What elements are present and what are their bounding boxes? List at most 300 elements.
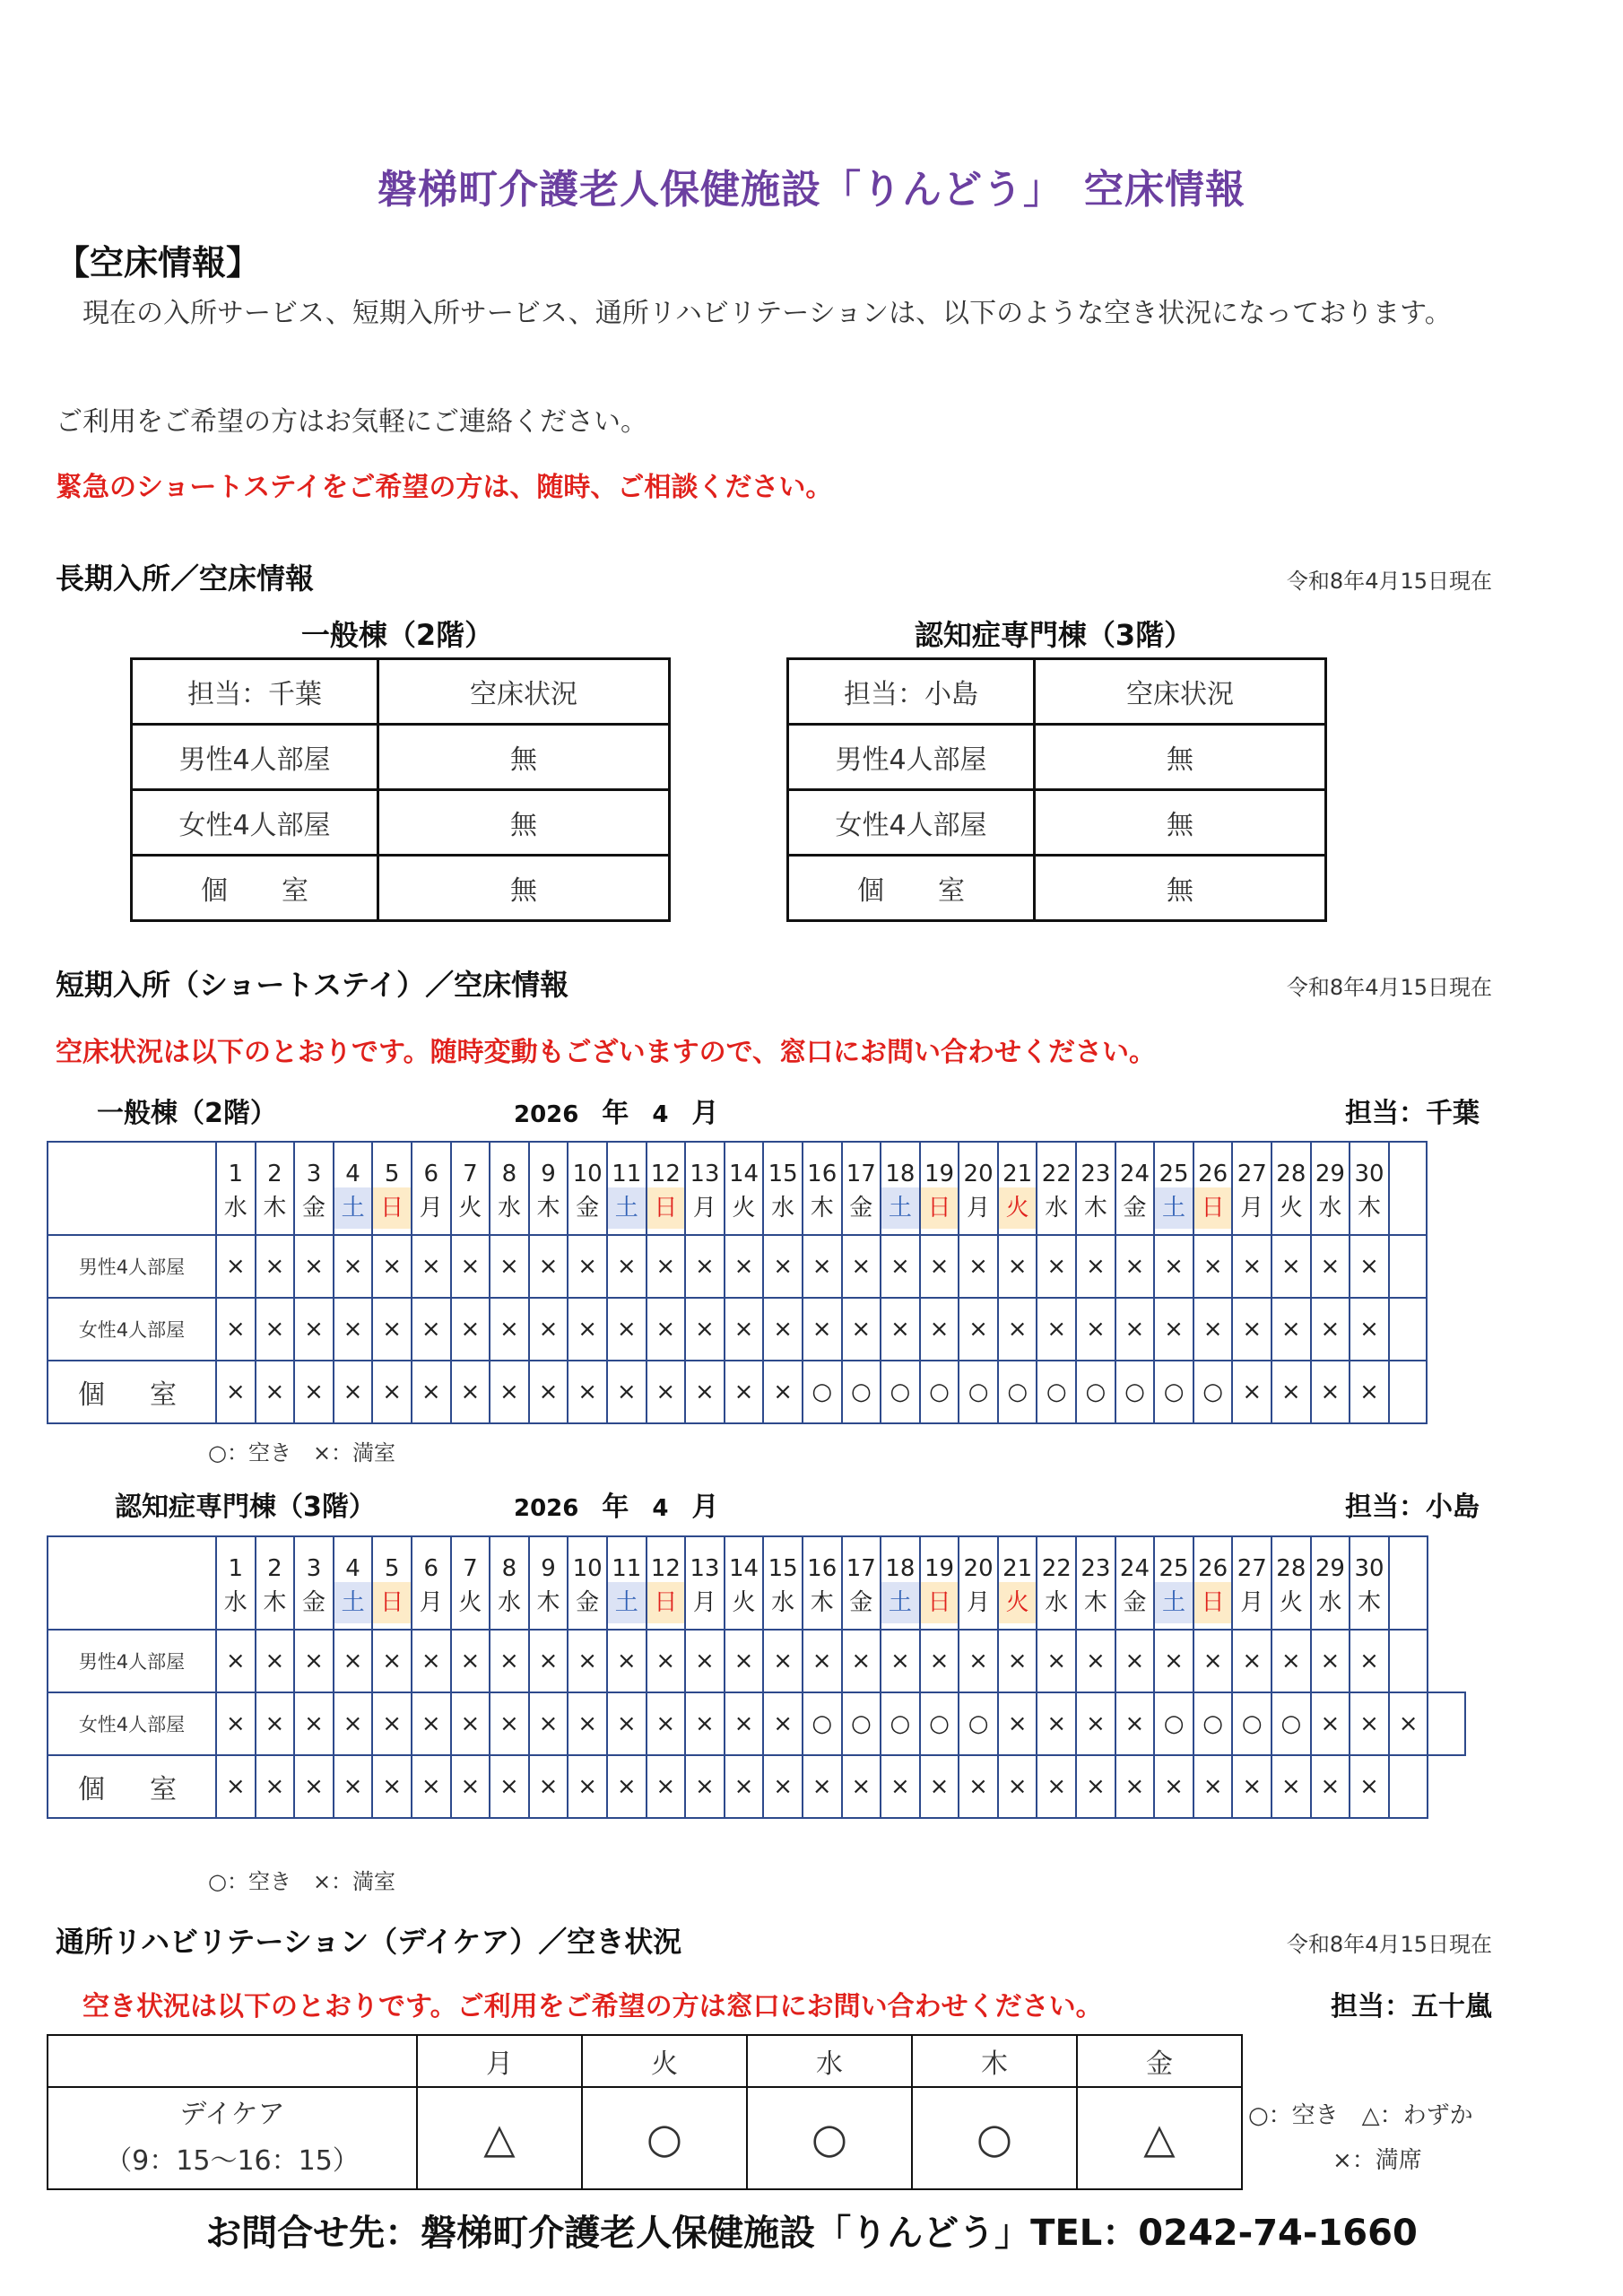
weekday-cell	[1154, 1582, 1193, 1630]
day-number: 13	[685, 1536, 725, 1582]
long-term-as-of: 令和8年4月15日現在	[1286, 569, 1492, 594]
weekday-cell	[1350, 1582, 1389, 1630]
availability-mark: ×	[803, 1235, 842, 1298]
room-type-label: 男性4人部屋	[48, 1630, 216, 1692]
day-number: 3	[294, 1536, 334, 1582]
availability-mark: ×	[216, 1692, 256, 1755]
day-number: 29	[1311, 1536, 1350, 1582]
availability-mark: ×	[998, 1298, 1037, 1361]
availability-mark: ×	[1311, 1361, 1350, 1423]
weekday-label: 金	[1123, 1589, 1147, 1616]
availability-mark: ×	[372, 1298, 412, 1361]
cal-1-staff: 担当：千葉	[1345, 1098, 1480, 1129]
weekday-cell	[1154, 1187, 1193, 1235]
weekday-cell	[568, 1582, 607, 1630]
long-term-heading: 長期入所／空床情報	[56, 561, 315, 596]
day-number: 10	[568, 1536, 607, 1582]
availability-mark: ×	[568, 1361, 607, 1423]
weekday-label: 水	[497, 1589, 521, 1616]
availability-mark: ×	[1037, 1755, 1076, 1818]
availability-mark: ×	[451, 1692, 490, 1755]
cal-2-staff: 担当：小島	[1345, 1492, 1480, 1523]
availability-mark: ×	[568, 1755, 607, 1818]
availability-mark: ×	[372, 1235, 412, 1298]
availability-mark: ○	[959, 1361, 998, 1423]
day-number: 6	[412, 1142, 451, 1187]
day-number: 16	[803, 1142, 842, 1187]
availability-mark: ×	[685, 1692, 725, 1755]
availability-mark: ○	[803, 1692, 842, 1755]
availability-mark: ×	[763, 1630, 803, 1692]
weekday-label: 水	[497, 1195, 521, 1222]
availability-mark: ×	[490, 1361, 529, 1423]
availability-mark: ×	[725, 1692, 764, 1755]
cal-2-month-unit: 月	[691, 1492, 719, 1523]
availability-mark: ×	[1193, 1298, 1233, 1361]
weekday-cell	[412, 1582, 451, 1630]
availability-mark: ×	[1311, 1298, 1350, 1361]
cal-1-month-unit: 月	[691, 1098, 719, 1129]
availability-mark: ×	[920, 1298, 959, 1361]
availability-mark: ×	[412, 1361, 451, 1423]
weekday-label: 木	[536, 1195, 560, 1222]
day-number: 30	[1350, 1536, 1389, 1582]
daycare-as-of: 令和8年4月15日現在	[1286, 1932, 1492, 1957]
day-number: 29	[1311, 1142, 1350, 1187]
availability-mark: ×	[1154, 1755, 1193, 1818]
availability-mark: ×	[1232, 1298, 1271, 1361]
ward-2-title: 認知症専門棟（3階）	[914, 618, 1193, 652]
availability-mark: ×	[1115, 1235, 1155, 1298]
weekday-cell	[1271, 1187, 1311, 1235]
availability-mark: ○	[881, 1361, 920, 1423]
urgent-note: 緊急のショートステイをご希望の方は、随時、ご相談ください。	[56, 472, 833, 503]
daycare-service-cell	[48, 2087, 417, 2189]
availability-mark: ×	[216, 1630, 256, 1692]
weekday-cell	[1076, 1187, 1115, 1235]
daycare-staff: 担当：五十嵐	[1331, 1991, 1492, 2022]
weekday-cell	[685, 1187, 725, 1235]
availability-mark: ×	[607, 1361, 647, 1423]
availability-mark: ×	[1350, 1755, 1389, 1818]
daycare-mark: ○	[747, 2087, 912, 2189]
weekday-cell	[881, 1582, 920, 1630]
availability-mark: ×	[647, 1235, 686, 1298]
day-number: 8	[490, 1142, 529, 1187]
weekday-label: 金	[301, 1589, 325, 1616]
availability-mark: ×	[529, 1235, 568, 1298]
availability-mark: ×	[256, 1692, 295, 1755]
availability-mark: ×	[763, 1361, 803, 1423]
day-number: 6	[412, 1536, 451, 1582]
availability-mark: ×	[216, 1235, 256, 1298]
availability-mark: ×	[881, 1235, 920, 1298]
weekday-cell	[607, 1582, 647, 1630]
room-label: 個 室	[788, 856, 1035, 921]
availability-mark: ×	[529, 1755, 568, 1818]
cal-spare-cell	[1428, 1692, 1465, 1755]
weekday-label: 木	[1083, 1195, 1107, 1222]
availability-mark: ×	[1311, 1755, 1350, 1818]
availability-mark: ×	[1193, 1235, 1233, 1298]
availability-mark: ×	[607, 1298, 647, 1361]
weekday-cell	[842, 1187, 881, 1235]
cal-1-table	[47, 1141, 1428, 1424]
ward-1-title: 一般棟（2階）	[300, 618, 494, 652]
availability-mark: ×	[568, 1630, 607, 1692]
availability-mark: ×	[216, 1361, 256, 1423]
availability-mark: ×	[1271, 1630, 1311, 1692]
availability-mark: ×	[451, 1235, 490, 1298]
availability-mark: ×	[334, 1630, 373, 1692]
day-number: 7	[451, 1536, 490, 1582]
weekday-cell	[763, 1582, 803, 1630]
weekday-label: 火	[458, 1195, 482, 1222]
room-label: 男性4人部屋	[132, 725, 378, 790]
availability-mark: ×	[607, 1692, 647, 1755]
availability-mark: ×	[763, 1235, 803, 1298]
availability-mark: ×	[294, 1755, 334, 1818]
weekday-cell	[1350, 1187, 1389, 1235]
weekday-label: 木	[1083, 1589, 1107, 1616]
weekday-cell	[1232, 1582, 1271, 1630]
availability-mark: ×	[1271, 1755, 1311, 1818]
availability-mark: ○	[1232, 1692, 1271, 1755]
availability-mark: ×	[412, 1692, 451, 1755]
daycare-mark: △	[417, 2087, 582, 2189]
day-number: 21	[998, 1536, 1037, 1582]
day-number: 26	[1193, 1536, 1233, 1582]
day-number: 27	[1232, 1536, 1271, 1582]
weekday-label: 木	[536, 1589, 560, 1616]
availability-mark: ×	[1037, 1692, 1076, 1755]
weekday-label: 土	[1155, 1582, 1193, 1623]
cal-1-year: 2026	[514, 1101, 579, 1128]
weekday-cell	[725, 1187, 764, 1235]
room-type-label: 男性4人部屋	[48, 1235, 216, 1298]
availability-mark: ×	[725, 1235, 764, 1298]
availability-mark: ○	[1115, 1361, 1155, 1423]
availability-mark: ×	[685, 1298, 725, 1361]
day-number: 2	[256, 1536, 295, 1582]
weekday-cell	[1232, 1187, 1271, 1235]
availability-mark: ×	[294, 1361, 334, 1423]
weekday-cell	[959, 1582, 998, 1630]
weekday-label: 木	[1358, 1589, 1382, 1616]
daycare-day: 月	[417, 2035, 582, 2087]
weekday-label: 水	[1318, 1589, 1342, 1616]
weekday-cell	[529, 1582, 568, 1630]
cal-1-year-unit: 年	[602, 1098, 629, 1129]
day-number: 11	[607, 1536, 647, 1582]
availability-mark: ×	[1271, 1361, 1311, 1423]
ward-1-table	[130, 657, 671, 922]
day-number: 10	[568, 1142, 607, 1187]
availability-mark: ×	[1193, 1755, 1233, 1818]
availability-mark: ×	[1311, 1235, 1350, 1298]
weekday-label: 金	[576, 1589, 600, 1616]
day-number: 13	[685, 1142, 725, 1187]
cal-1-month	[514, 1091, 719, 1130]
cal-2-legend: ○：空き ×：満室	[208, 1869, 396, 1894]
availability-mark: ×	[334, 1298, 373, 1361]
availability-mark: ×	[529, 1361, 568, 1423]
availability-mark: ×	[294, 1298, 334, 1361]
daycare-day: 火	[582, 2035, 747, 2087]
availability-mark: ×	[1193, 1630, 1233, 1692]
availability-mark: ×	[490, 1298, 529, 1361]
availability-mark: ×	[998, 1692, 1037, 1755]
availability-mark: ×	[1115, 1630, 1155, 1692]
availability-mark: ×	[881, 1630, 920, 1692]
weekday-cell	[998, 1187, 1037, 1235]
availability-mark: ×	[763, 1298, 803, 1361]
cal-spare-cell	[1389, 1298, 1427, 1361]
cal-2-month	[514, 1484, 719, 1524]
availability-mark: ×	[842, 1755, 881, 1818]
availability-mark: ×	[256, 1755, 295, 1818]
day-number: 19	[920, 1536, 959, 1582]
weekday-label: 火	[732, 1589, 756, 1616]
availability-mark: ×	[725, 1755, 764, 1818]
day-number: 30	[1350, 1142, 1389, 1187]
weekday-label: 水	[1045, 1589, 1069, 1616]
availability-mark: ×	[529, 1298, 568, 1361]
cal-spare-cell	[1389, 1536, 1428, 1630]
weekday-cell	[1037, 1187, 1076, 1235]
day-number: 8	[490, 1536, 529, 1582]
daycare-day: 木	[912, 2035, 1077, 2087]
availability-mark: ×	[412, 1630, 451, 1692]
day-number: 22	[1037, 1142, 1076, 1187]
availability-mark: ○	[920, 1692, 959, 1755]
weekday-label: 月	[692, 1589, 716, 1616]
weekday-cell	[490, 1582, 529, 1630]
availability-mark: ×	[1037, 1630, 1076, 1692]
weekday-label: 月	[419, 1589, 443, 1616]
availability-mark: ○	[1193, 1361, 1233, 1423]
weekday-cell	[334, 1582, 373, 1630]
cal-spare-cell	[1389, 1630, 1428, 1692]
weekday-label: 日	[921, 1582, 959, 1623]
availability-mark: ×	[881, 1298, 920, 1361]
weekday-label: 土	[608, 1582, 646, 1623]
availability-mark: ×	[1389, 1692, 1428, 1755]
availability-mark: ×	[998, 1630, 1037, 1692]
room-status: 無	[1035, 790, 1326, 856]
availability-mark: ×	[334, 1692, 373, 1755]
weekday-label: 水	[771, 1589, 795, 1616]
weekday-label: 水	[1318, 1195, 1342, 1222]
weekday-cell	[1076, 1582, 1115, 1630]
availability-mark: ×	[920, 1235, 959, 1298]
availability-mark: ×	[568, 1235, 607, 1298]
weekday-label: 火	[999, 1582, 1037, 1623]
availability-mark: ×	[451, 1361, 490, 1423]
ward-1-staff: 担当：千葉	[132, 659, 378, 725]
availability-mark: ×	[256, 1630, 295, 1692]
availability-mark: ×	[412, 1235, 451, 1298]
cal-spare-cell	[1389, 1235, 1427, 1298]
availability-mark: ×	[490, 1235, 529, 1298]
availability-mark: ×	[1037, 1298, 1076, 1361]
availability-mark: ×	[998, 1235, 1037, 1298]
availability-mark: ×	[959, 1755, 998, 1818]
availability-mark: ×	[334, 1361, 373, 1423]
availability-mark: ×	[294, 1235, 334, 1298]
weekday-cell	[1193, 1187, 1233, 1235]
room-status: 無	[378, 856, 670, 921]
daycare-heading: 通所リハビリテーション（デイケア）／空き状況	[56, 1925, 682, 1959]
availability-mark: ×	[959, 1298, 998, 1361]
weekday-cell	[216, 1187, 256, 1235]
day-number: 15	[763, 1536, 803, 1582]
room-label: 女性4人部屋	[788, 790, 1035, 856]
availability-mark: ×	[959, 1630, 998, 1692]
weekday-cell	[568, 1187, 607, 1235]
weekday-cell	[1193, 1582, 1233, 1630]
short-term-note: 空床状況は以下のとおりです。随時変動もございますので、窓口にお問い合わせください。	[56, 1037, 1156, 1068]
room-type-label: 個 室	[48, 1361, 216, 1423]
availability-mark: ×	[1037, 1235, 1076, 1298]
weekday-cell	[334, 1187, 373, 1235]
weekday-label: 火	[1279, 1195, 1303, 1222]
availability-mark: ×	[216, 1755, 256, 1818]
availability-mark: ×	[685, 1235, 725, 1298]
weekday-label: 水	[223, 1589, 247, 1616]
weekday-label: 土	[334, 1582, 372, 1623]
availability-mark: ×	[920, 1630, 959, 1692]
ward-2-staff: 担当：小島	[788, 659, 1035, 725]
weekday-label: 土	[881, 1582, 919, 1623]
weekday-label: 水	[771, 1195, 795, 1222]
cal-spare-cell	[1389, 1142, 1427, 1235]
weekday-label: 木	[263, 1589, 287, 1616]
availability-mark: ×	[685, 1755, 725, 1818]
weekday-label: 金	[301, 1195, 325, 1222]
daycare-mark: ○	[582, 2087, 747, 2189]
day-number: 15	[763, 1142, 803, 1187]
availability-mark: ○	[1037, 1361, 1076, 1423]
daycare-day: 金	[1077, 2035, 1242, 2087]
weekday-cell	[881, 1187, 920, 1235]
availability-mark: ○	[959, 1692, 998, 1755]
availability-mark: ×	[803, 1755, 842, 1818]
weekday-cell	[256, 1582, 295, 1630]
weekday-cell	[1115, 1582, 1155, 1630]
availability-mark: ×	[685, 1630, 725, 1692]
room-type-label: 個 室	[48, 1755, 216, 1818]
availability-mark: ×	[372, 1630, 412, 1692]
availability-mark: ○	[1154, 1361, 1193, 1423]
availability-mark: ×	[1232, 1755, 1271, 1818]
availability-mark: ○	[881, 1692, 920, 1755]
daycare-legend-2: ×：満席	[1332, 2147, 1422, 2174]
cal-2-ward: 認知症専門棟（3階）	[115, 1492, 376, 1523]
availability-mark: ×	[647, 1755, 686, 1818]
weekday-label: 金	[576, 1195, 600, 1222]
day-number: 9	[529, 1142, 568, 1187]
availability-mark: ×	[1232, 1235, 1271, 1298]
weekday-label: 火	[1279, 1589, 1303, 1616]
room-status: 無	[378, 790, 670, 856]
weekday-cell	[803, 1582, 842, 1630]
weekday-label: 金	[849, 1195, 873, 1222]
day-number: 28	[1271, 1536, 1311, 1582]
weekday-label: 木	[810, 1589, 834, 1616]
weekday-cell	[372, 1582, 412, 1630]
availability-mark: ×	[1350, 1298, 1389, 1361]
cal-spare-cell	[1389, 1755, 1428, 1818]
availability-mark: ×	[451, 1630, 490, 1692]
room-label: 女性4人部屋	[132, 790, 378, 856]
day-number: 26	[1193, 1142, 1233, 1187]
availability-mark: ×	[725, 1630, 764, 1692]
day-number: 14	[725, 1536, 764, 1582]
intro-text-2: ご利用をご希望の方はお気軽にご連絡ください。	[56, 406, 647, 438]
daycare-service-hours: （9：15～16：15）	[105, 2145, 360, 2177]
weekday-cell	[959, 1187, 998, 1235]
day-number: 19	[920, 1142, 959, 1187]
weekday-label: 日	[921, 1187, 959, 1229]
weekday-cell	[216, 1582, 256, 1630]
availability-mark: ×	[647, 1692, 686, 1755]
weekday-cell	[647, 1582, 686, 1630]
room-status: 無	[1035, 856, 1326, 921]
availability-mark: ×	[529, 1630, 568, 1692]
day-number: 17	[842, 1536, 881, 1582]
room-status: 無	[1035, 725, 1326, 790]
day-number: 2	[256, 1142, 295, 1187]
day-number: 20	[959, 1142, 998, 1187]
ward-1-status-header: 空床状況	[378, 659, 670, 725]
availability-mark: ×	[1154, 1235, 1193, 1298]
cal-2-year: 2026	[514, 1495, 579, 1522]
availability-mark: ×	[372, 1361, 412, 1423]
weekday-cell	[842, 1582, 881, 1630]
cal-2-month-num: 4	[652, 1495, 669, 1522]
availability-mark: ×	[1311, 1630, 1350, 1692]
weekday-label: 金	[849, 1589, 873, 1616]
weekday-cell	[372, 1187, 412, 1235]
availability-mark: ×	[334, 1755, 373, 1818]
availability-mark: ×	[1076, 1692, 1115, 1755]
weekday-label: 土	[608, 1187, 646, 1229]
ward-2-status-header: 空床状況	[1035, 659, 1326, 725]
day-number: 24	[1115, 1142, 1155, 1187]
cal-1-legend: ○：空き ×：満室	[208, 1440, 396, 1465]
availability-mark: ×	[1350, 1630, 1389, 1692]
weekday-label: 月	[692, 1195, 716, 1222]
weekday-cell	[920, 1187, 959, 1235]
weekday-cell	[685, 1582, 725, 1630]
availability-mark: ×	[529, 1692, 568, 1755]
availability-mark: ×	[568, 1298, 607, 1361]
availability-mark: ×	[763, 1755, 803, 1818]
weekday-label: 月	[967, 1589, 991, 1616]
availability-mark: ×	[803, 1298, 842, 1361]
day-number: 4	[334, 1142, 373, 1187]
day-number: 12	[647, 1142, 686, 1187]
availability-mark: ×	[294, 1692, 334, 1755]
availability-mark: ×	[842, 1235, 881, 1298]
cal-2-table	[47, 1535, 1466, 1819]
availability-mark: ×	[1232, 1630, 1271, 1692]
weekday-label: 木	[810, 1195, 834, 1222]
room-type-label: 女性4人部屋	[48, 1692, 216, 1755]
availability-mark: ×	[294, 1630, 334, 1692]
weekday-cell	[451, 1582, 490, 1630]
